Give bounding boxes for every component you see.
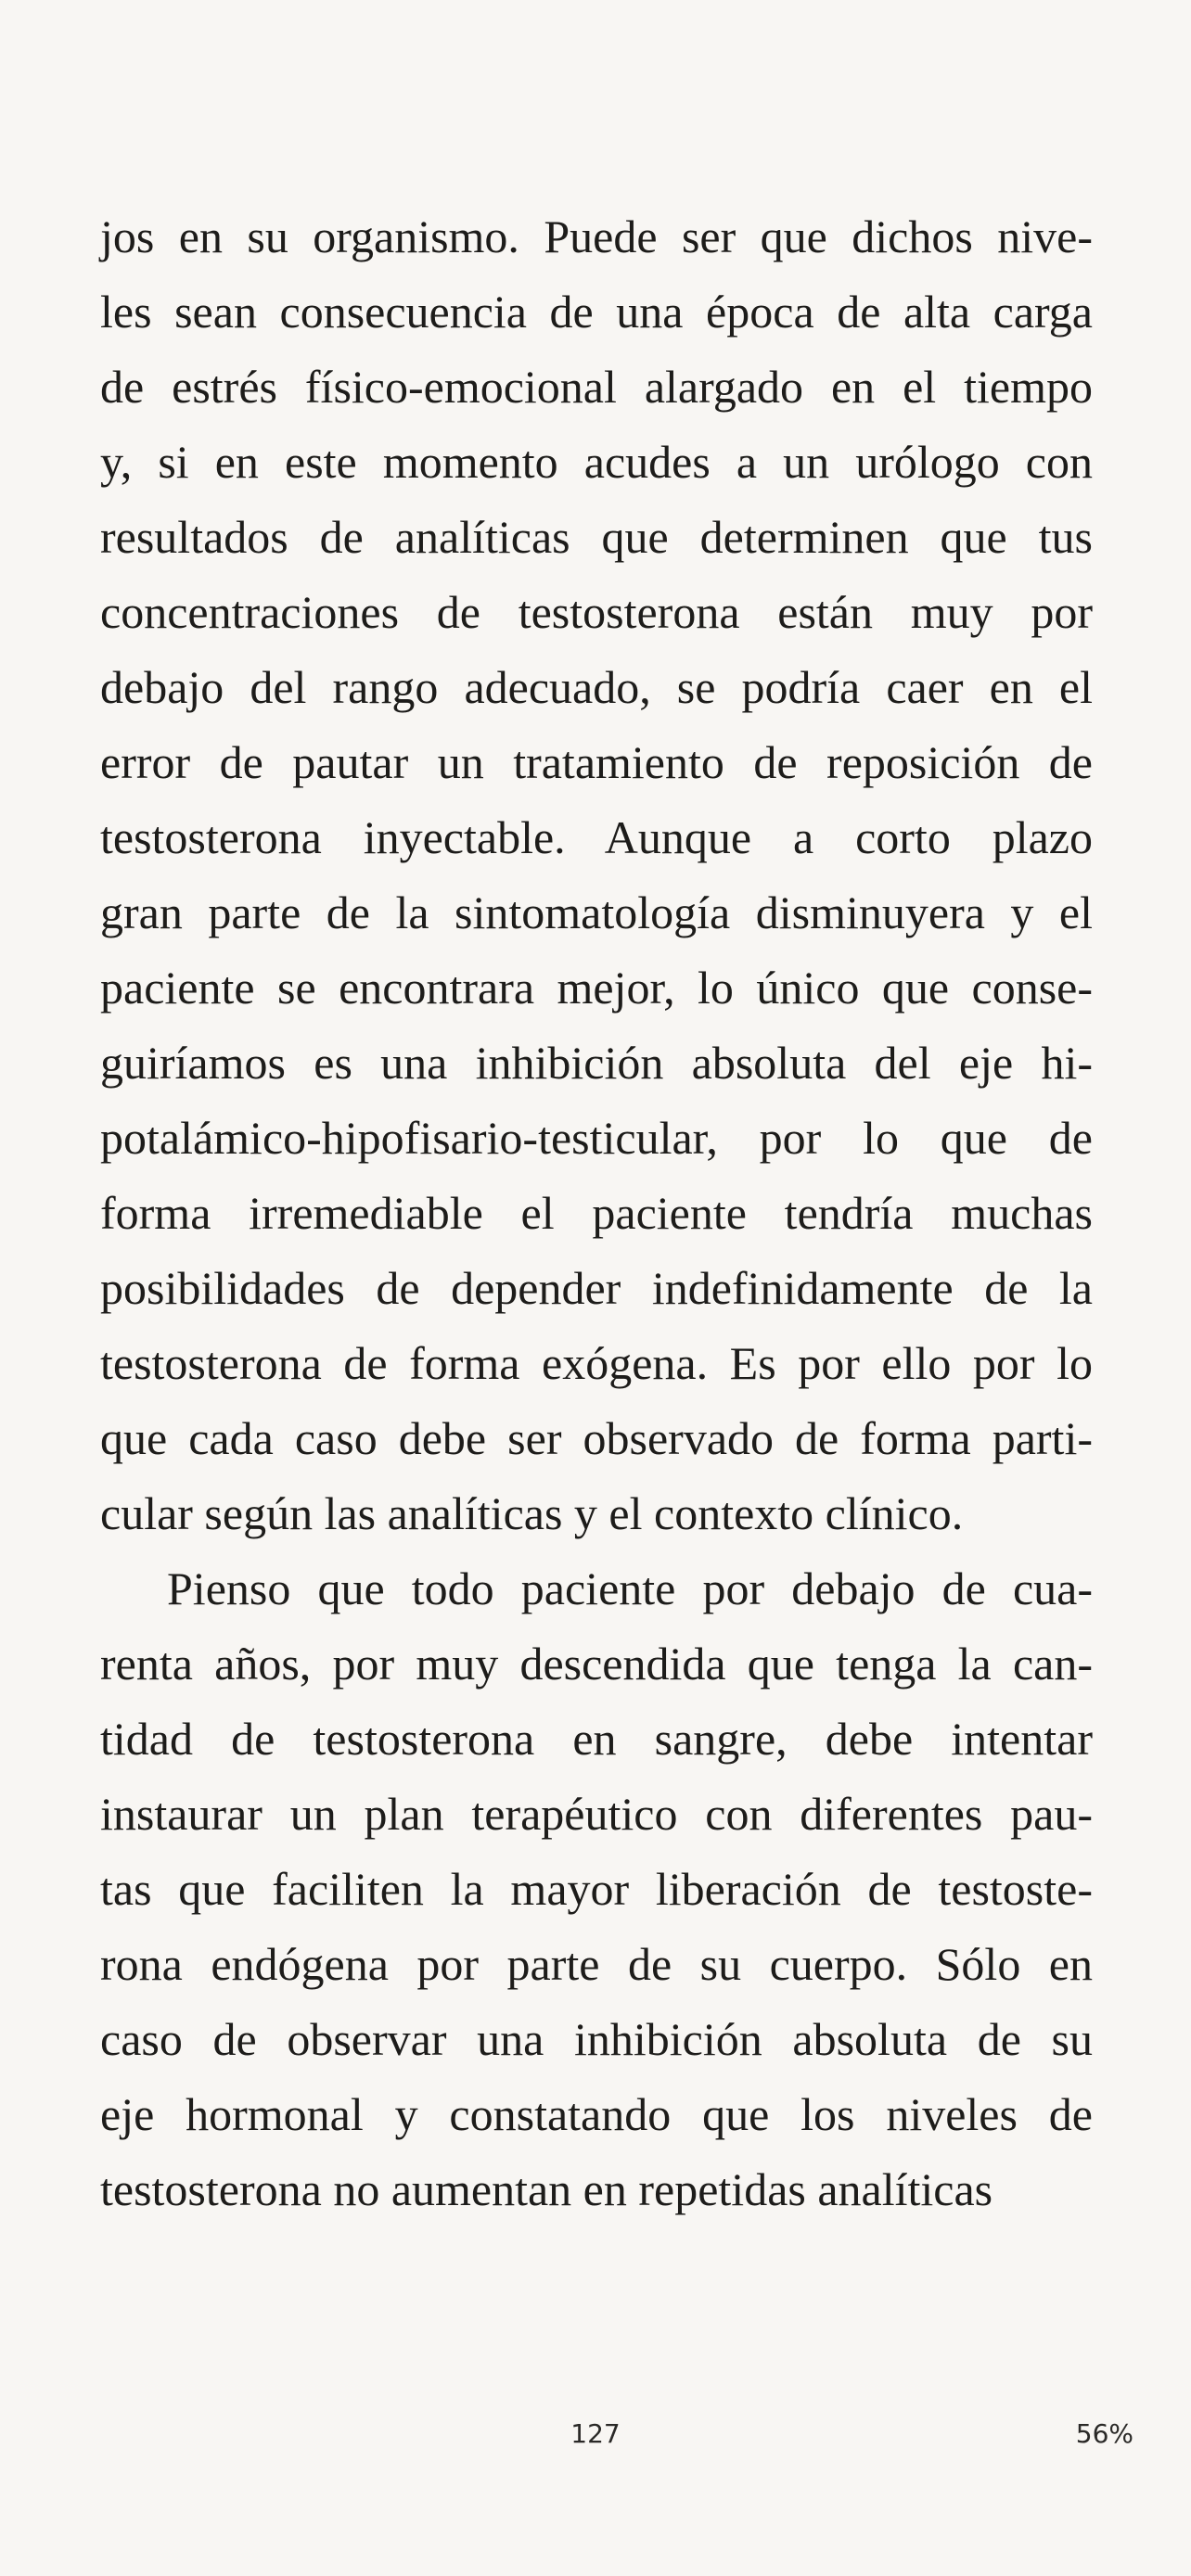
text-line: y, si en este momento acudes a un urólogo con [100, 436, 1093, 488]
text-line: jos en su organismo. Puede ser que dichos nive- [100, 210, 1093, 262]
text-line: potalámico-hipofisario-testicular, por lo que de [100, 1112, 1093, 1164]
text-line: debajo del rango adecuado, se podría caer en el [100, 661, 1093, 713]
text-line: de estrés físico-emocional alargado en el tiempo [100, 361, 1093, 413]
paragraph [100, 199, 1093, 1551]
text-line: testosterona de forma exógena. Es por ello por lo [100, 1337, 1093, 1389]
text-line: que cada caso debe ser observado de forma parti- [100, 1412, 1093, 1464]
text-line: renta años, por muy descendida que tenga la can- [100, 1638, 1093, 1690]
reading-progress: 56% [1075, 2418, 1133, 2449]
text-line: rona endógena por parte de su cuerpo. Sólo en [100, 1938, 1093, 1990]
text-line: instaurar un plan terapéutico con diferentes pau- [100, 1788, 1093, 1840]
text-line: posibilidades de depender indefinidamente de la [100, 1262, 1093, 1314]
text-line: paciente se encontrara mejor, lo único que conse- [100, 962, 1093, 1014]
text-line: les sean consecuencia de una época de alta carga [100, 286, 1093, 338]
text-line: cular según las analíticas y el contexto clínico. [100, 1487, 964, 1539]
text-line: testosterona no aumentan en repetidas analíticas [100, 2163, 993, 2215]
text-line: eje hormonal y constatando que los niveles de [100, 2088, 1093, 2140]
text-line: Pienso que todo paciente por debajo de cua- [167, 1562, 1093, 1614]
text-line: forma irremediable el paciente tendría muchas [100, 1187, 1093, 1239]
paragraph [100, 1551, 1093, 2227]
text-line: gran parte de la sintomatología disminuyera y el [100, 886, 1093, 938]
book-text [100, 199, 1093, 2227]
text-line: caso de observar una inhibición absoluta de su [100, 2013, 1093, 2065]
text-line: guiríamos es una inhibición absoluta del eje hi- [100, 1037, 1093, 1089]
text-line: testosterona inyectable. Aunque a corto plazo [100, 811, 1093, 863]
text-line: resultados de analíticas que determinen que tus [100, 511, 1093, 563]
reader-footer [0, 2411, 1191, 2457]
text-line: tidad de testosterona en sangre, debe intentar [100, 1713, 1093, 1765]
text-line: tas que faciliten la mayor liberación de testoste- [100, 1863, 1093, 1915]
page-number: 127 [570, 2418, 621, 2449]
text-line: error de pautar un tratamiento de reposición de [100, 736, 1093, 788]
text-line: concentraciones de testosterona están muy por [100, 586, 1093, 638]
